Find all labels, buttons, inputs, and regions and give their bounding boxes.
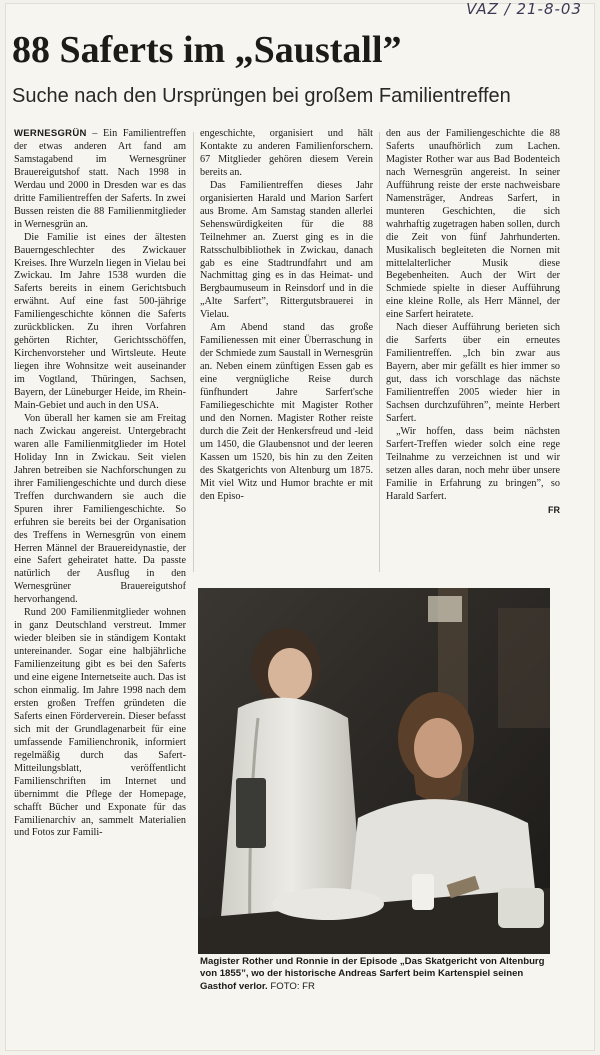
dateline: WERNESGRÜN (14, 128, 87, 139)
photo-caption (200, 956, 550, 993)
caption-text: Magister Rother und Ronnie in der Episode „Das Skatgericht von Altenburg von 1855”, wo der historische Andreas Sarfert beim Kartenspiel seinen Gasthof verlor. (200, 956, 545, 992)
article-paragraph: Von überall her kamen sie am Freitag nach Zwickau angereist. Untergebracht waren alle Familienmitglieder im Hotel Holiday Inn in Zwickau. Seit vielen Jahren betreiben sie Nachforschungen zu ihrer Familiengeschichte und durch diese Treffen durchwandern sie auch die Spuren ihrer Familiengeschichte. So erfuhren sie bereits bei der Organisation des Treffens in Wernesgrün von einem Herren Männel der Brauereidynastie, der eine Safert geheiratet hatte. Da passte natürlich der Ausflug in den Wernesgrüner Brauereigutshof hervorhangend. (14, 412, 186, 606)
article-paragraph: Das Familientreffen dieses Jahr organisierten Harald und Marion Sarfert aus Brome. Am Samstag standen allerlei Sehenswürdigkeiten für die 88 Teilnehmer an. Zuerst ging es in die Ratsschulbibliothek in Zwickau, danach gab es eine Stadtrundfahrt und am Nachmittag ging es in das Heimat- und Bergbaumuseum in Reinsdorf und in die „Alte Sarfert”, Rittergutsbrauerei in Vielau. (200, 179, 373, 321)
subheadline: Suche nach den Ursprüngen bei großem Familientreffen (12, 85, 511, 107)
photo-credit: FOTO: FR (267, 980, 315, 992)
article-paragraph: „Wir hoffen, dass beim nächsten Sarfert-Treffen wieder solch eine rege Teilnahme zu verzeichnen ist und wir setzen alles daran, noch mehr über unsere Familie in Erfahrung zu bringen”, so Harald Sarfert. (386, 425, 560, 502)
article-paragraph: Die Familie ist eines der ältesten Bauerngeschlechter des Zwickauer Kreises. Ihre Wurzeln liegen in Vielau bei Zwickau. Im Jahre 1538 wurden die Saferts bereits in einem Gerichtsbuch erwähnt. Auf eine fast 500-jährige Familiengeschichte können die Saferts zurückblicken. Zu ihren Vorfahren gehörten Richter, Gerichtsschöffen, Kirchenvorsteher und Wirtsleute. Heute liegen ihre Wohnsitze weit auseinander im Vogtland, Thüringen, Sachsen, Bayern, der Lüneburger Heide, im Rhein-Main-Gebiet und auch in den USA. (14, 231, 186, 412)
article-paragraph: Rund 200 Familienmitglieder wohnen in ganz Deutschland verstreut. Immer wieder bleiben sie in ständigem Kontakt untereinander. Sogar eine halbjährliche Familienzeitung gibt es bei den Saferts und eine eigene Internetseite auch. Das ist schon einmalig. Im Jahre 1998 nach dem ersten großen Treffen gründeten die Saferts einen Förderverein. Dieser befasst sich mit der Grundlagenarbeit für eine umfassende Familienchronik, informiert regelmäßig durch das Safert-Mitteilungsblatt, veröffentlicht Familienschriften im Internet und übernimmt die Pflege der Homepage, schafft Bücher und Exponate für das Familienarchiv an, sammelt Materialien und Fotos zur Famili- (14, 607, 186, 839)
author-initials: FR (548, 504, 560, 515)
handwritten-note: VAZ / 21-8-03 (466, 0, 582, 18)
headline: 88 Saferts im „Saustall” (12, 29, 402, 71)
article-paragraph: WERNESGRÜN – Ein Familientreffen der etwas anderen Art fand am Samstagabend im Wernesgrüner Brauereigutshof statt. Nach 1998 in Werdau und 2000 in Dresden war es das dritte Familientreffen der Saferts. In zwei Bussen reisten die 88 Familienmitglieder in Wernesgrün an. (14, 128, 186, 230)
article-column-3 (386, 128, 560, 517)
article-paragraph: engeschichte, organisiert und hält Kontakte zu anderen Familienforschern. 67 Mitglieder gehören diesem Verein bereits an. (200, 128, 373, 178)
column-rule (379, 132, 380, 572)
column-rule (193, 132, 194, 572)
article-paragraph: Nach dieser Aufführung berieten sich die Sarferts über ein erneutes Familientreffen. „Ich bin zwar aus Bayern, aber mir gefällt es hier immer so gut, dass ich vorschlage das nächste Familientreffen 2005 wieder hier in Sachsen durchzuführen”, meinte Herbert Sarfert. (386, 322, 560, 424)
article-paragraph: den aus der Familiengeschichte die 88 Saferts unaufhörlich zum Lachen. Magister Rother war aus Bad Bodenteich nach Wernesgrün angereist. In seiner Aufführung reiste der erste nachweisbare Namensträger, Andreas Sarfert, in munteren Geschichten, die sich wahrhaftig zugetragen haben sollen, durch die Zeit von fünf Jahrhunderten. Musikalisch begleiteten die Nornen mit mittelalterlicher Musik diese Begebenheiten. Auch der Wirt der Schmiede spielte in dieser Aufführung eine kleine Rolle, als Herr Männel, der eine Sarfert heiratete. (386, 128, 560, 321)
article-column-1 (14, 128, 186, 840)
article-column-2 (200, 128, 373, 504)
photo-illustration (198, 588, 550, 954)
article-photo (198, 588, 550, 954)
article-paragraph: Am Abend stand das große Familienessen mit einer Überraschung in der Schmiede zum Saustall in Wernesgrün an. Neben einem zünftigen Essen gab es eine vergnügliche Reise durch fünfhundert Jahre Sarfert'sche Familiegeschichte mit Magister Rother und den Nornen. Magister Rother reiste durch die Zeit der Henkersfreud und -leid um 1450, die Glaubensnot und der leeren Kassen um 1520, bis hin zu den Zeiten des Skatgerichts von Altenburg um 1875. Mit viel Witz und Humor brachte er mit den Episo- (200, 322, 373, 502)
